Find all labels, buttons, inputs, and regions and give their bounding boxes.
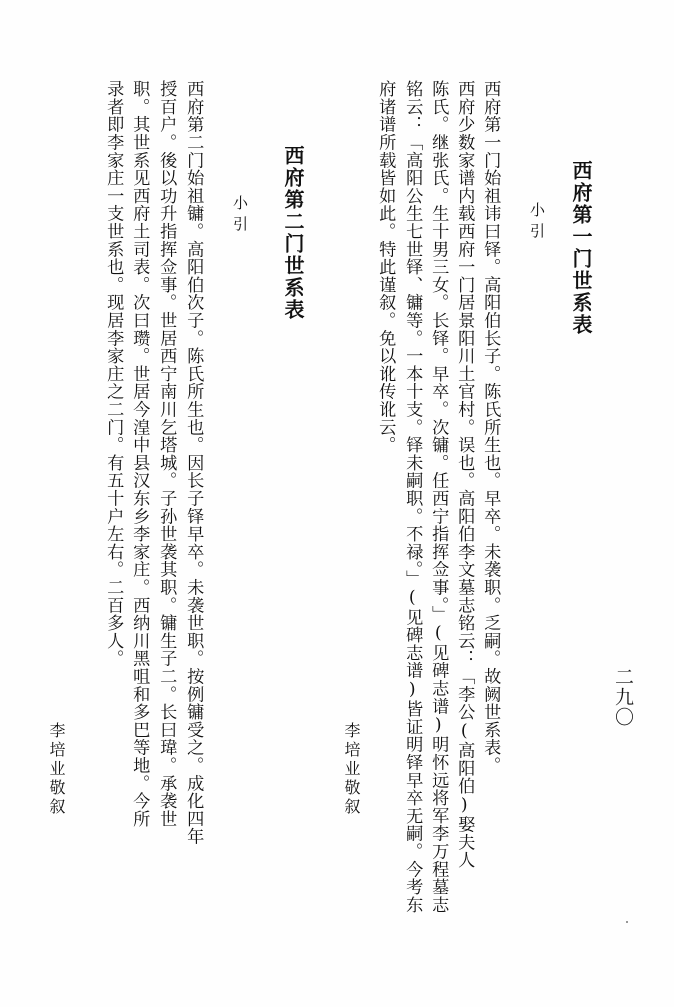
section1-column-2: 西府少数家谱内载西府一门居景阳川土官村。误也。高阳伯李文墓志铭云：「李公(高阳伯)娶夫人	[454, 80, 475, 869]
section1-column-5: 府诸谱所载皆如此。特此谨叙。免以讹传讹云。	[375, 80, 396, 454]
section1-signature: 李培业敬叙	[342, 722, 361, 817]
section2-column-1: 西府第二门始祖镛。高阳伯次子。陈氏所生也。因长子铎早卒。未袭世职。按例镛受之。成化四年	[183, 80, 204, 846]
section2-column-4: 录者即李家庄一支世系也。现居李家庄之二门。有五十户左右。二百多人。	[103, 80, 124, 668]
page-number: 二九〇	[612, 667, 634, 727]
section1-column-4: 铭云：「高阳公生七世铎、镛等。一本十支。铎未嗣职。不禄。」(见碑志谱)皆证明铎早卒无嗣。今考东	[402, 80, 423, 914]
section1-column-3: 陈氏。继张氏。生十男三女。长铎。早卒。次镛。任西宁指挥佥事。」(见碑志谱)明怀远将军李万程墓志	[428, 80, 449, 914]
section2-column-2: 授百户。後以功升指挥佥事。世居西宁南川乞塔城。子孙世袭其职。镛生子二。长曰瑋。承袭世	[156, 80, 177, 828]
section1-title: 西府第一门世系表	[569, 160, 593, 336]
section1-column-1: 西府第一门始祖讳曰铎。高阳伯长子。陈氏所生也。早卒。未袭职。乏嗣。故阙世系表。	[480, 80, 501, 775]
section2-subtitle: 小引	[231, 195, 249, 237]
scan-speck	[626, 921, 628, 923]
section2-signature: 李培业敬叙	[47, 722, 66, 817]
section1-subtitle: 小引	[528, 202, 546, 244]
section2-title: 西府第二门世系表	[281, 145, 305, 321]
section2-column-3: 职。其世系见西府土司表。次曰瓒。世居今湟中县汉东乡李家庄。西纳川黑咀和多巴等地。今所	[129, 80, 150, 828]
